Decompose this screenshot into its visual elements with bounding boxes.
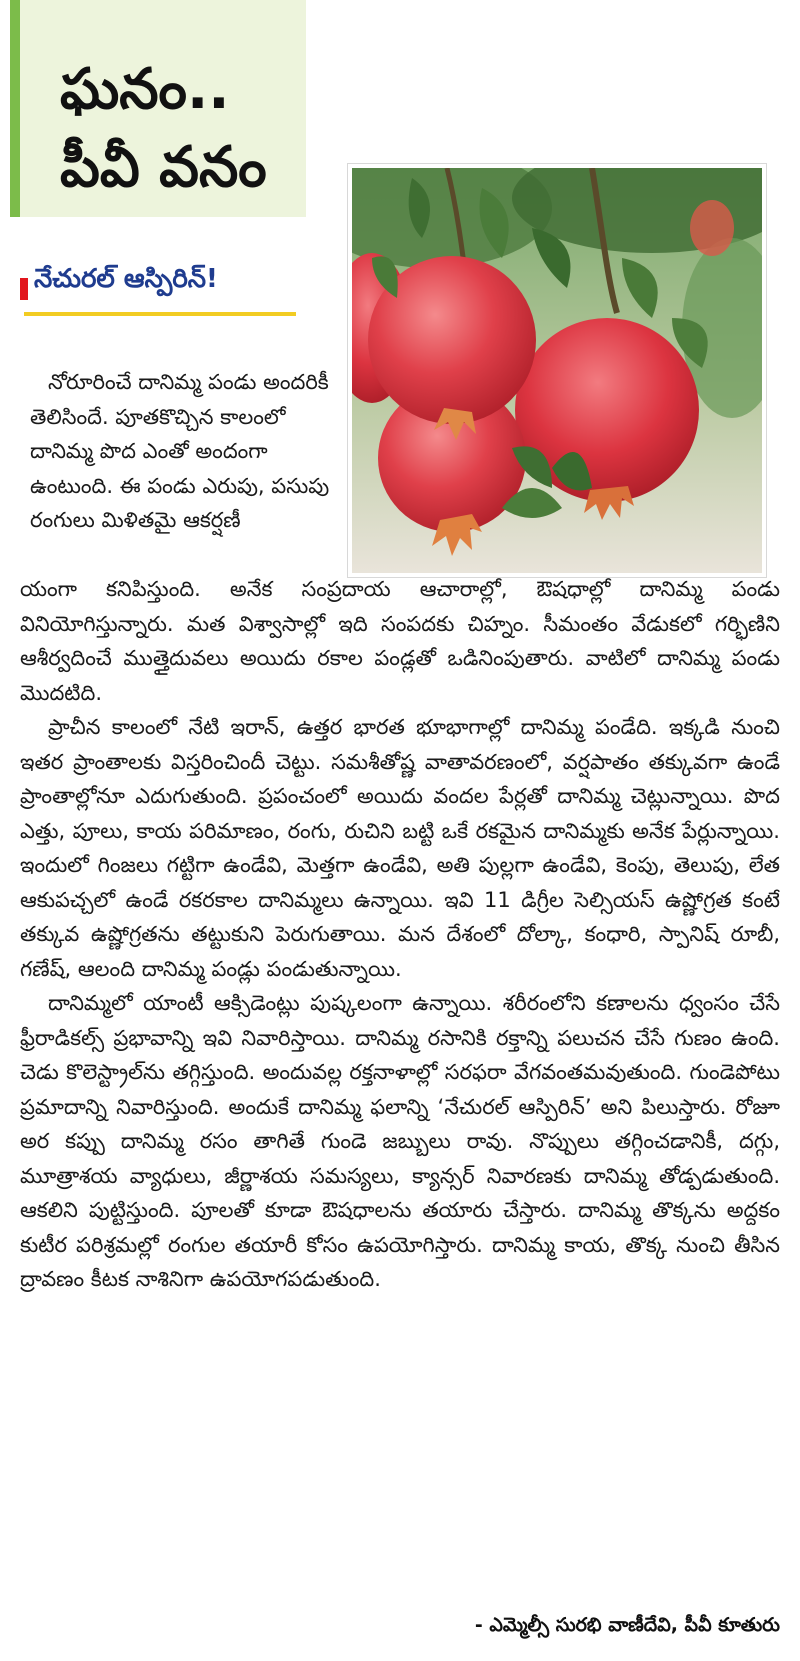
- kicker-red-marker: [20, 278, 28, 300]
- body-paragraph-2: ప్రాచీన కాలంలో నేటి ఇరాన్, ఉత్తర భారత భూభాగాల్లో దానిమ్మ పండేది. ఇక్కడి నుంచి ఇతర ప్రాంతాలకు విస్తరించిందీ చెట్టు. సమశీతోష్ణ వాతావరణంలో, వర్షపాతం తక్కువగా ఉండే ప్రాంతాల్లోనూ ఎదుగుతుంది. ప్రపంచంలో అయిదు వందల పేర్లతో దానిమ్మ చెట్లున్నాయి. పొద ఎత్తు, పూలు, కాయ పరిమాణం, రంగు, రుచిని బట్టి ఒకే రకమైన దానిమ్మకు అనేక పేర్లున్నాయి. ఇందులో గింజలు గట్టిగా ఉండేవి, మెత్తగా ఉండేవి, అతి పుల్లగా ఉండేవి, కెంపు, తెలుపు, లేత ఆకుపచ్చలో ఉండే రకరకాల దానిమ్మలు ఉన్నాయి. ఇవి 11 డిగ్రీల సెల్సియస్ ఉష్ణోగ్రత కంటే తక్కువ ఉష్ణోగ్రతను తట్టుకుని పెరుగుతాయి. మన దేశంలో దోల్కా, కంధారి, స్పానిష్ రూబీ, గణేష్, ఆలంది దానిమ్మ పండ్లు పండుతున్నాయి.: [20, 715, 780, 981]
- byline: - ఎమ్మెల్సీ సురభి వాణీదేవి, పీవీ కూతురు: [474, 1614, 780, 1636]
- pomegranate-photo: [348, 164, 766, 577]
- article-body: [20, 572, 780, 1297]
- intro-paragraph: నోరూరించే దానిమ్మ పండు అందరికీ తెలిసిందే. పూతకొచ్చిన కాలంలో దానిమ్మ పొద ఎంతో అందంగా ఉంటుంది. ఈ పండు ఎరుపు, పసుపు రంగులు మిళితమై ఆకర్షణీ: [30, 370, 330, 532]
- body-paragraph-1: యంగా కనిపిస్తుంది. అనేక సంప్రదాయ ఆచారాల్లో, ఔషధాల్లో దానిమ్మ పండు వినియోగిస్తున్నారు. మత విశ్వాసాల్లో ఇది సంపదకు చిహ్నం. సీమంతం వేడుకలో గర్భిణిని ఆశీర్వదించే ముత్తైదువలు అయిదు రకాల పండ్లతో ఒడినింపుతారు. వాటిలో దానిమ్మ పండు మొదటిది.: [20, 577, 780, 705]
- kicker-underline: [24, 312, 296, 316]
- headline-line-2: పీవీ వనం: [60, 135, 267, 200]
- body-paragraph-3: దానిమ్మలో యాంటీ ఆక్సిడెంట్లు పుష్కలంగా ఉన్నాయి. శరీరంలోని కణాలను ధ్వంసం చేసే ఫ్రీరాడికల్స్ ప్రభావాన్ని ఇవి నివారిస్తాయి. దానిమ్మ రసానికి రక్తాన్ని పలుచన చేసే గుణం ఉంది. చెడు కొలెస్ట్రాల్‌ను తగ్గిస్తుంది. అందువల్ల రక్తనాళాల్లో సరఫరా వేగవంతమవుతుంది. గుండెపోటు ప్రమాదాన్ని నివారిస్తుంది. అందుకే దానిమ్మ ఫలాన్ని ‘నేచురల్ ఆస్పిరిన్’ అని పిలుస్తారు. రోజూ అర కప్పు దానిమ్మ రసం తాగితే గుండె జబ్బులు రావు. నొప్పులు తగ్గించడానికీ, దగ్గు, మూత్రాశయ వ్యాధులు, జీర్ణాశయ సమస్యలు, క్యాన్సర్ నివారణకు దానిమ్మ తోడ్పడుతుంది. ఆకలిని పుట్టిస్తుంది. పూలతో కూడా ఔషధాలను తయారు చేస్తారు. దానిమ్మ తొక్కను అద్దకం కుటీర పరిశ్రమల్లో రంగుల తయారీ కోసం ఉపయోగిస్తారు. దానిమ్మ కాయ, తొక్క నుంచి తీసిన ద్రావణం కీటక నాశినిగా ఉపయోగపడుతుంది.: [20, 991, 780, 1291]
- kicker-text: నేచురల్ ఆస్పిరిన్!: [34, 264, 218, 294]
- headline-accent-bar: [10, 0, 20, 217]
- intro-narrow-column: [30, 365, 335, 538]
- kicker: [20, 260, 296, 320]
- headline-line-1: ఘనం..: [60, 57, 230, 122]
- pomegranate-illustration: [352, 168, 762, 573]
